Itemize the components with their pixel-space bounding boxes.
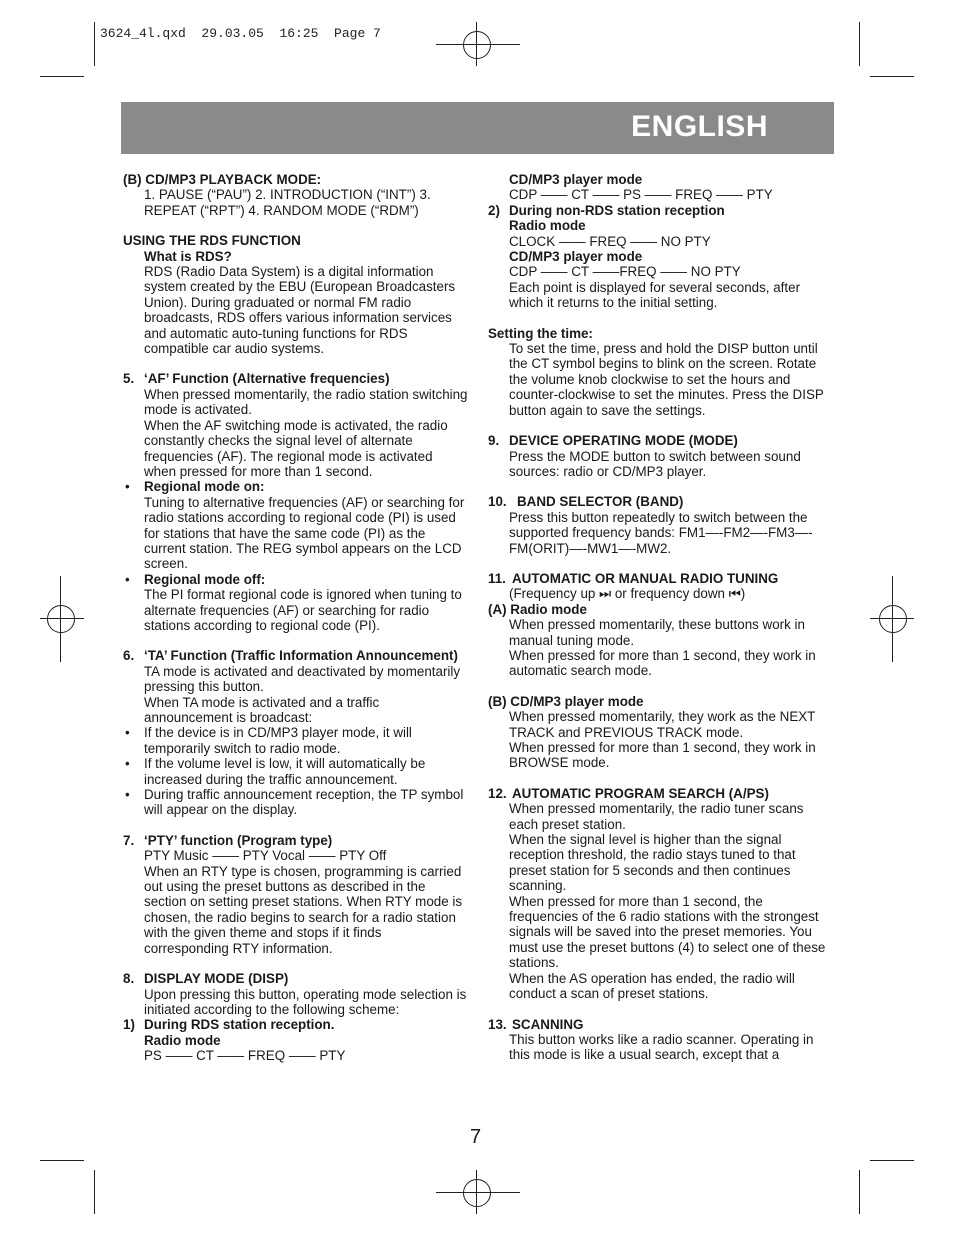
bullet-item bbox=[123, 572, 468, 587]
bullet-item bbox=[123, 725, 468, 756]
numbered-heading bbox=[123, 833, 468, 848]
paragraph: (Frequency up ⏭ or frequency down ⏮) bbox=[509, 586, 746, 602]
item-title: DISPLAY MODE (DISP) bbox=[144, 971, 289, 987]
numbered-heading bbox=[123, 371, 468, 386]
paragraph: When the signal level is higher than the signal reception threshold, the radio stays tuned to that preset station for 5 seconds and then continues scanning. bbox=[509, 832, 796, 894]
left-column bbox=[123, 172, 468, 1064]
paragraph: When the AS operation has ended, the radio will conduct a scan of preset stations. bbox=[509, 970, 795, 1002]
item-title: DEVICE OPERATING MODE (MODE) bbox=[509, 433, 738, 449]
item-number: 7. bbox=[123, 832, 135, 848]
section-heading: USING THE RDS FUNCTION bbox=[123, 233, 301, 249]
paragraph: Press this button repeatedly to switch between the supported frequency bands: FM1—-FM2—-FM3—-FM(ORIT)—-MW1—-MW2. bbox=[509, 509, 813, 556]
paragraph: Upon pressing this button, operating mode selection is initiated according to the following scheme: bbox=[144, 986, 467, 1017]
item-title: AUTOMATIC PROGRAM SEARCH (A/PS) bbox=[512, 785, 769, 801]
numbered-heading bbox=[488, 494, 833, 509]
numbered-heading bbox=[123, 1017, 468, 1032]
bullet-text: If the volume level is low, it will automatically be increased during the traffic announcement. bbox=[144, 756, 426, 787]
item-number: 2) bbox=[488, 202, 500, 218]
paragraph: 1. PAUSE (“PAU”) 2. INTRODUCTION (“INT”) 3. REPEAT (“RPT”) 4. RANDOM MODE (“RDM”) bbox=[144, 187, 431, 218]
subheading: (B) CD/MP3 player mode bbox=[488, 693, 644, 709]
paragraph: When TA mode is activated and a traffic announcement is broadcast: bbox=[144, 694, 380, 725]
subheading: Radio mode bbox=[144, 1032, 221, 1048]
item-number: 10. bbox=[488, 494, 507, 510]
right-column bbox=[488, 172, 833, 1063]
item-title: AUTOMATIC OR MANUAL RADIO TUNING bbox=[512, 570, 779, 586]
item-title: ‘AF’ Function (Alternative frequencies) bbox=[144, 371, 390, 387]
bullet-title: Regional mode on: bbox=[144, 479, 265, 495]
paragraph: When an RTY type is chosen, programming is carried out using the preset buttons as described in the section on setting preset stations. When RTY mode is chosen, the radio begins to search for a radio station with the given theme and stops if it finds corresponding RTY information. bbox=[144, 863, 463, 956]
numbered-heading bbox=[488, 433, 833, 448]
print-slug: 3624_4l.qxd 29.03.05 16:25 Page 7 bbox=[100, 26, 381, 41]
numbered-heading bbox=[123, 648, 468, 663]
sequence-text: CDP —— CT —— PS —— FREQ —— PTY bbox=[509, 187, 773, 203]
paragraph: TA mode is activated and deactivated by momentarily pressing this button. bbox=[144, 663, 461, 695]
paragraph: Tuning to alternative frequencies (AF) or searching for radio stations according to regional code (PI) is used for stations that have the same code (PI) as the current station. The REG symbol appears on the LCD screen. bbox=[144, 494, 465, 572]
item-number: 5. bbox=[123, 371, 135, 387]
section-heading: (B) CD/MP3 PLAYBACK MODE: bbox=[123, 172, 322, 187]
bullet-title: Regional mode off: bbox=[144, 571, 266, 587]
page-title: ENGLISH bbox=[631, 110, 768, 143]
numbered-heading bbox=[488, 571, 833, 586]
paragraph: Each point is displayed for several seconds, after which it returns to the initial setting. bbox=[509, 279, 801, 311]
paragraph: When pressed for more than 1 second, they work in automatic search mode. bbox=[509, 647, 816, 679]
item-number: 8. bbox=[123, 971, 135, 987]
paragraph: When pressed for more than 1 second, they work in BROWSE mode. bbox=[509, 740, 816, 771]
paragraph: When pressed momentarily, these buttons work in manual tuning mode. bbox=[509, 617, 805, 648]
page-number: 7 bbox=[470, 1126, 482, 1148]
bullet-icon: • bbox=[125, 787, 130, 803]
paragraph: RDS (Radio Data System) is a digital information system created by the EBU (European Broadcasters Union). During graduated or normal FM radio broadcasts, RDS offers various information services and automatic auto-tuning functions for RDS compatible car audio systems. bbox=[144, 264, 456, 357]
item-number: 6. bbox=[123, 648, 135, 664]
item-title: During RDS station reception. bbox=[144, 1017, 335, 1033]
item-title: ‘PTY’ function (Program type) bbox=[144, 832, 333, 848]
bullet-icon: • bbox=[125, 756, 130, 772]
bullet-icon: • bbox=[125, 571, 130, 587]
item-title: BAND SELECTOR (BAND) bbox=[517, 494, 684, 510]
paragraph: When the AF switching mode is activated, the radio constantly checks the signal level of alternate frequencies (AF). The regional mode is activated when pressed for more than 1 second. bbox=[144, 417, 448, 479]
bullet-item bbox=[123, 787, 468, 818]
paragraph: When pressed momentarily, the radio station switching mode is activated. bbox=[144, 386, 468, 418]
sequence-text: PS —— CT —— FREQ —— PTY bbox=[144, 1048, 346, 1064]
paragraph: PTY Music —— PTY Vocal —— PTY Off bbox=[144, 848, 387, 864]
paragraph: The PI format regional code is ignored when tuning to alternate frequencies (AF) or searching for radio stations according to regional code (PI). bbox=[144, 587, 462, 633]
subheading: CD/MP3 player mode bbox=[509, 249, 643, 265]
subheading: Radio mode bbox=[509, 218, 586, 234]
sequence-text: CLOCK —— FREQ —— NO PTY bbox=[509, 233, 711, 249]
numbered-heading bbox=[488, 786, 833, 801]
bullet-text: If the device is in CD/MP3 player mode, it will temporarily switch to radio mode. bbox=[144, 725, 412, 756]
paragraph: To set the time, press and hold the DISP button until the CT symbol begins to blink on the screen. Rotate the volume knob clockwise to set the hours and counter-clockwise to set the minutes. Press the DISP button again to save the settings. bbox=[509, 341, 824, 418]
item-title: SCANNING bbox=[512, 1016, 584, 1032]
numbered-heading bbox=[488, 203, 833, 218]
paragraph: When pressed momentarily, the radio tuner scans each preset station. bbox=[509, 801, 804, 832]
paragraph: When pressed for more than 1 second, the frequencies of the 6 radio stations with the strongest signals will be saved into the preset memories. You must use the preset buttons (4) to select one of these stations. bbox=[509, 893, 826, 971]
paragraph: When pressed momentarily, they work as the NEXT TRACK and PREVIOUS TRACK mode. bbox=[509, 709, 816, 740]
numbered-heading bbox=[488, 1017, 833, 1032]
item-number: 9. bbox=[488, 433, 500, 449]
item-number: 13. bbox=[488, 1016, 507, 1032]
item-number: 12. bbox=[488, 785, 507, 801]
bullet-icon: • bbox=[125, 725, 130, 741]
subheading: CD/MP3 player mode bbox=[509, 172, 643, 187]
numbered-heading bbox=[123, 971, 468, 986]
section-heading: Setting the time: bbox=[488, 325, 593, 341]
header-bar bbox=[121, 102, 834, 154]
paragraph: This button works like a radio scanner. Operating in this mode is like a usual search, except that a bbox=[509, 1031, 814, 1063]
item-number: 11. bbox=[488, 570, 506, 586]
bullet-item bbox=[123, 479, 468, 494]
subheading: (A) Radio mode bbox=[488, 601, 587, 617]
sequence-text: CDP —— CT ——FREQ —— NO PTY bbox=[509, 264, 741, 280]
bullet-item bbox=[123, 756, 468, 787]
item-title: ‘TA’ Function (Traffic Information Announcement) bbox=[144, 648, 458, 664]
item-number: 1) bbox=[123, 1017, 135, 1033]
paragraph: Press the MODE button to switch between sound sources: radio or CD/MP3 player. bbox=[509, 448, 801, 479]
subheading: What is RDS? bbox=[144, 248, 232, 264]
bullet-text: During traffic announcement reception, the TP symbol will appear on the display. bbox=[144, 787, 464, 818]
bullet-icon: • bbox=[125, 479, 130, 495]
item-title: During non-RDS station reception bbox=[509, 202, 725, 218]
